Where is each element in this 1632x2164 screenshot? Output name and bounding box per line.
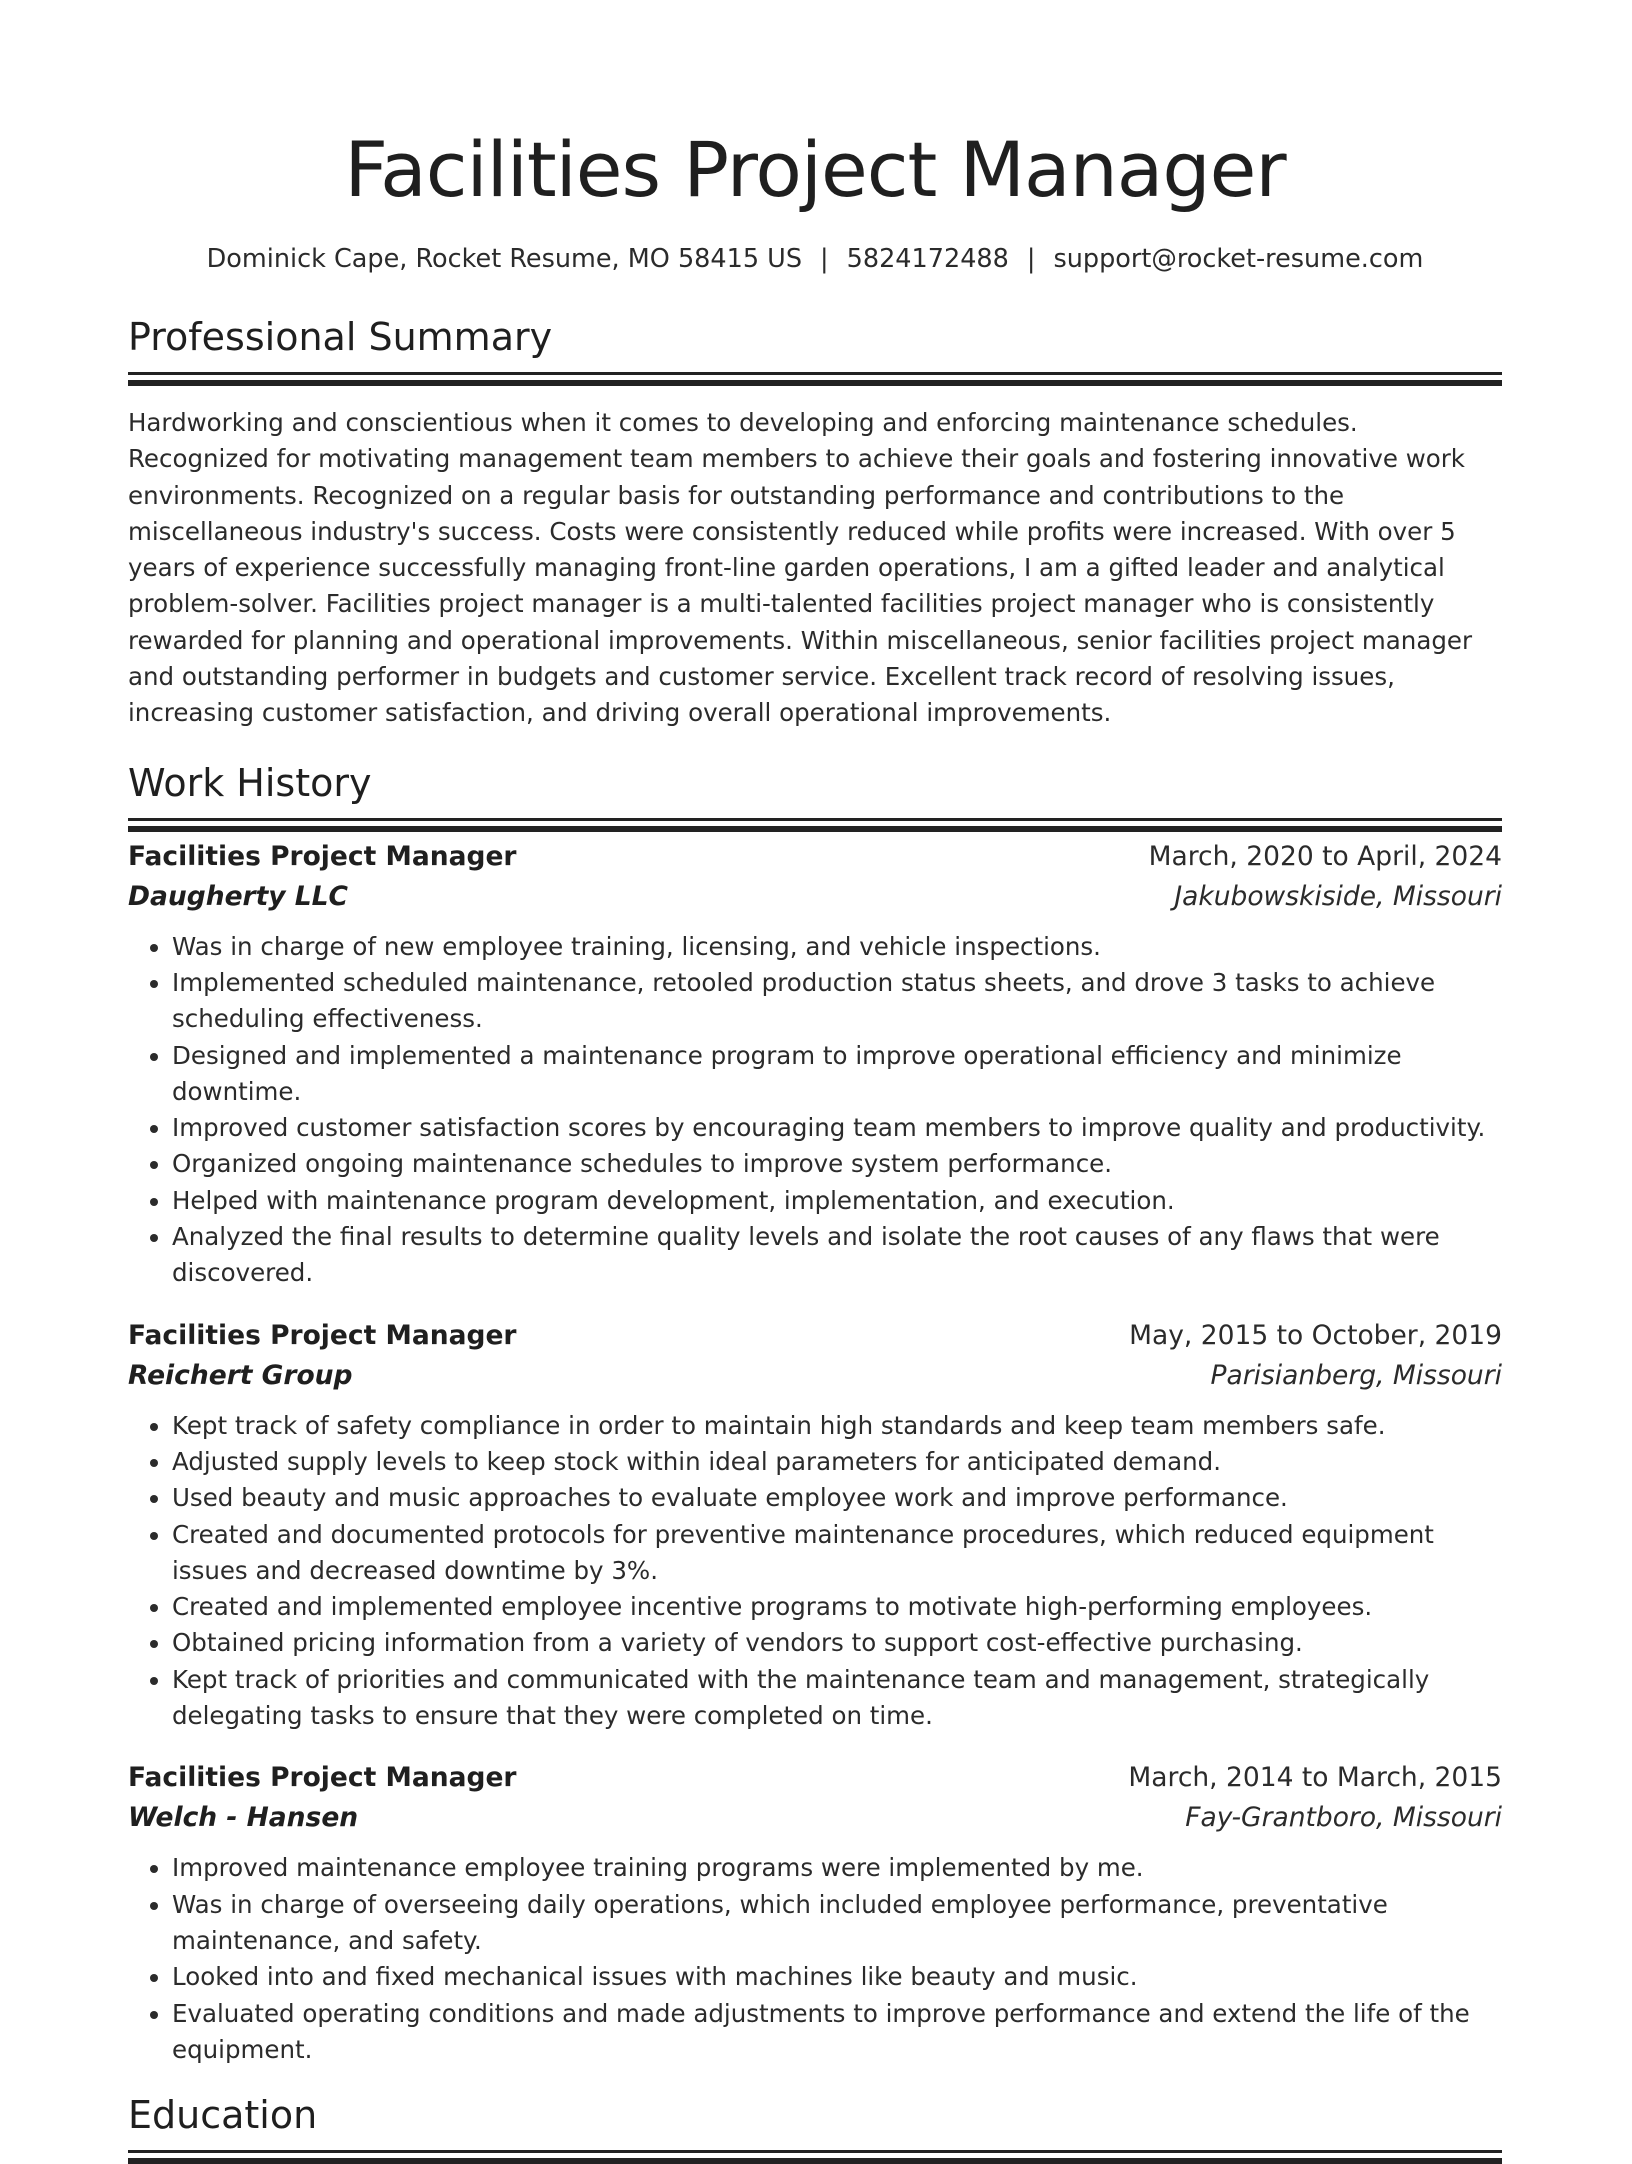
- job-title: Facilities Project Manager: [128, 1319, 517, 1351]
- contact-separator: |: [820, 244, 829, 274]
- list-item: • Evaluated operating conditions and made adjustments to improve performance and extend the life of the equipment.: [172, 1996, 1502, 2069]
- education-section: [128, 2092, 1502, 2153]
- section-title-education: Education: [128, 2093, 318, 2138]
- job-company-row: [128, 1798, 1502, 1838]
- resume-page: [128, 0, 1502, 2153]
- section-title-summary: Professional Summary: [128, 315, 553, 359]
- list-item: • Used beauty and music approaches to evaluate employee work and improve performance.: [172, 1480, 1502, 1516]
- job-bullet-list: [128, 1850, 1502, 2068]
- list-item: • Created and documented protocols for preventive maintenance procedures, which reduced equipment issues and decreased downtime by 3%.: [172, 1517, 1502, 1590]
- work-history-section: [128, 760, 1502, 2068]
- job-entry: [128, 1316, 1502, 1735]
- list-item: • Obtained pricing information from a variety of vendors to support cost-effective purchasing.: [172, 1625, 1502, 1661]
- job-dates: May, 2015 to October, 2019: [1129, 1319, 1502, 1351]
- section-divider: [128, 2150, 1502, 2153]
- job-company-row: [128, 1356, 1502, 1396]
- list-item: • Was in charge of overseeing daily operations, which included employee performance, preventative maintenance, and safety.: [172, 1887, 1502, 1960]
- contact-phone: 5824172488: [846, 244, 1009, 274]
- list-item: • Improved maintenance employee training programs were implemented by me.: [172, 1850, 1502, 1886]
- section-divider: [128, 818, 1502, 821]
- list-item: • Analyzed the final results to determine quality levels and isolate the root causes of any flaws that were discovered.: [172, 1219, 1502, 1292]
- list-item: • Kept track of priorities and communicated with the maintenance team and management, strategically delegating tasks to ensure that they were completed on time.: [172, 1662, 1502, 1735]
- summary-text: Hardworking and conscientious when it comes to developing and enforcing maintenance schedules. Recognized for motivating management team members to achieve their goals and fostering innovative work environments. Recognized on a regular basis for outstanding performance and contributions to the miscellaneous industry's success. Costs were consistently reduced while profits were increased. With over 5 years of experience successfully managing front-line garden operations, I am a gifted leader and analytical problem-solver. Facilities project manager is a multi-talented facilities project manager who is consistently rewarded for planning and operational improvements. Within miscellaneous, senior facilities project manager and outstanding performer in budgets and customer service. Excellent track record of resolving issues, increasing customer satisfaction, and driving overall operational improvements.: [128, 408, 1473, 728]
- list-item: • Organized ongoing maintenance schedules to improve system performance.: [172, 1146, 1502, 1182]
- job-title: Facilities Project Manager: [128, 1762, 517, 1794]
- contact-email[interactable]: support@rocket-resume.com: [1053, 244, 1424, 274]
- contact-line: [128, 242, 1502, 276]
- job-entry: [128, 1758, 1502, 2068]
- list-item: • Kept track of safety compliance in order to maintain high standards and keep team members safe.: [172, 1408, 1502, 1444]
- professional-summary-section: [128, 314, 1502, 732]
- contact-separator: |: [1026, 244, 1036, 274]
- contact-address: Dominick Cape, Rocket Resume, MO 58415 US: [206, 244, 803, 274]
- job-bullet-list: [128, 1408, 1502, 1735]
- job-title: Facilities Project Manager: [128, 840, 517, 872]
- job-company: Reichert Group: [128, 1359, 353, 1391]
- resume-title: Facilities Project Manager: [344, 125, 1286, 214]
- job-location: Jakubowskiside, Missouri: [1174, 880, 1502, 912]
- list-item: • Implemented scheduled maintenance, retooled production status sheets, and drove 3 tasks to achieve scheduling effectiveness.: [172, 965, 1502, 1038]
- list-item: • Adjusted supply levels to keep stock within ideal parameters for anticipated demand.: [172, 1444, 1502, 1480]
- list-item: • Designed and implemented a maintenance program to improve operational efficiency and minimize downtime.: [172, 1038, 1502, 1111]
- section-divider: [128, 372, 1502, 375]
- job-company: Daugherty LLC: [128, 880, 349, 912]
- section-title-work: Work History: [128, 760, 372, 805]
- job-dates: March, 2014 to March, 2015: [1128, 1762, 1502, 1794]
- list-item: • Was in charge of new employee training, licensing, and vehicle inspections.: [172, 929, 1502, 965]
- job-company: Welch - Hansen: [128, 1802, 359, 1834]
- list-item: • Improved customer satisfaction scores by encouraging team members to improve quality and productivity.: [172, 1110, 1502, 1146]
- job-header-row: [128, 1316, 1502, 1356]
- job-entry: [128, 837, 1502, 1292]
- job-location: Parisianberg, Missouri: [1210, 1359, 1502, 1391]
- job-company-row: [128, 877, 1502, 917]
- job-bullet-list: [128, 929, 1502, 1292]
- list-item: • Looked into and fixed mechanical issues with machines like beauty and music.: [172, 1959, 1502, 1995]
- job-dates: March, 2020 to April, 2024: [1148, 840, 1502, 872]
- job-location: Fay-Grantboro, Missouri: [1185, 1802, 1502, 1834]
- job-header-row: [128, 1758, 1502, 1798]
- list-item: • Created and implemented employee incentive programs to motivate high-performing employees.: [172, 1589, 1502, 1625]
- list-item: • Helped with maintenance program development, implementation, and execution.: [172, 1183, 1502, 1219]
- job-header-row: [128, 837, 1502, 877]
